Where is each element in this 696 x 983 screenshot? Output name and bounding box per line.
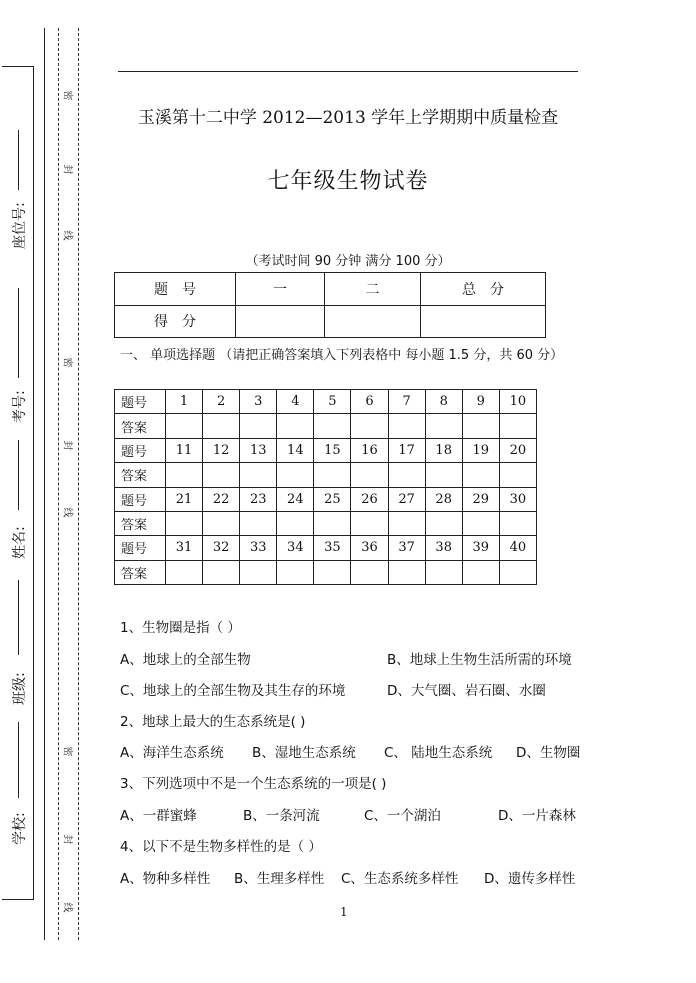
question-number-cell: 8 [425, 390, 462, 414]
answer-cell[interactable] [388, 414, 425, 438]
question-number-cell: 29 [462, 487, 499, 511]
score-header-part1: 一 [236, 273, 325, 306]
question-3-stem: 3、下列选项中不是一个生态系统的一项是( ) [120, 776, 387, 792]
answer-grid-number-row [115, 438, 537, 462]
score-header-part2: 二 [325, 273, 421, 306]
answer-cell[interactable] [277, 463, 314, 487]
binding-dashed-line-right [78, 28, 79, 940]
question-1-option-b: B、地球上生物生活所需的环境 [387, 652, 572, 668]
question-number-cell: 25 [314, 487, 351, 511]
answer-cell[interactable] [425, 463, 462, 487]
seal-char: 线 [61, 230, 73, 241]
answer-cell[interactable] [240, 511, 277, 535]
answer-cell[interactable] [166, 511, 203, 535]
answer-grid-number-row [115, 487, 537, 511]
question-2-option-d: D、生物圈 [516, 745, 581, 761]
score-row-label: 得 分 [115, 305, 236, 338]
answer-cell[interactable] [240, 560, 277, 584]
question-number-cell: 27 [388, 487, 425, 511]
answer-grid-number-label: 题号 [115, 487, 166, 511]
answer-cell[interactable] [277, 511, 314, 535]
question-number-cell: 31 [166, 536, 203, 560]
score-table [114, 272, 546, 338]
question-number-cell: 19 [462, 438, 499, 462]
question-3-option-a: A、一群蜜蜂 [120, 808, 197, 824]
answer-grid-answer-row [115, 560, 537, 584]
question-number-cell: 18 [425, 438, 462, 462]
question-number-cell: 23 [240, 487, 277, 511]
answer-cell[interactable] [240, 463, 277, 487]
question-number-cell: 33 [240, 536, 277, 560]
question-number-cell: 12 [203, 438, 240, 462]
question-number-cell: 24 [277, 487, 314, 511]
seal-char: 密 [61, 90, 73, 101]
question-4-option-d: D、遗传多样性 [484, 871, 576, 887]
question-number-cell: 16 [351, 438, 388, 462]
question-number-cell: 22 [203, 487, 240, 511]
answer-grid-answer-label: 答案 [115, 414, 166, 438]
seal-char: 线 [61, 507, 73, 518]
seal-char: 封 [61, 834, 73, 845]
binding-solid-line [44, 28, 45, 940]
question-number-cell: 40 [499, 536, 536, 560]
seal-char: 密 [61, 357, 73, 368]
answer-cell[interactable] [499, 560, 536, 584]
question-number-cell: 5 [314, 390, 351, 414]
answer-cell[interactable] [351, 511, 388, 535]
answer-cell[interactable] [388, 511, 425, 535]
question-number-cell: 2 [203, 390, 240, 414]
question-number-cell: 30 [499, 487, 536, 511]
score-header-total: 总 分 [421, 273, 546, 306]
answer-cell[interactable] [166, 560, 203, 584]
question-4-option-b: B、生理多样性 [234, 871, 325, 887]
question-1-option-c: C、地球上的全部生物及其生存的环境 [120, 683, 346, 699]
answer-grid-answer-row [115, 414, 537, 438]
question-number-cell: 34 [277, 536, 314, 560]
question-number-cell: 7 [388, 390, 425, 414]
seal-char: 封 [61, 164, 73, 175]
question-number-cell: 14 [277, 438, 314, 462]
answer-cell[interactable] [425, 511, 462, 535]
question-number-cell: 17 [388, 438, 425, 462]
class-blank [18, 580, 19, 655]
question-number-cell: 6 [351, 390, 388, 414]
answer-grid [114, 389, 537, 585]
question-1-option-a: A、地球上的全部生物 [120, 652, 251, 668]
score-cell[interactable] [421, 305, 546, 338]
answer-cell[interactable] [314, 414, 351, 438]
answer-cell[interactable] [499, 414, 536, 438]
question-4-stem: 4、以下不是生物多样性的是（ ） [120, 839, 322, 855]
question-number-cell: 38 [425, 536, 462, 560]
question-2-stem: 2、地球上最大的生态系统是( ) [120, 714, 306, 730]
question-number-cell: 15 [314, 438, 351, 462]
answer-cell[interactable] [314, 511, 351, 535]
score-cell[interactable] [325, 305, 421, 338]
answer-cell[interactable] [314, 560, 351, 584]
exam-number-label: 考号: [12, 390, 28, 423]
question-number-cell: 26 [351, 487, 388, 511]
answer-grid-number-row [115, 536, 537, 560]
answer-cell[interactable] [462, 414, 499, 438]
question-3-option-d: D、一片森林 [498, 808, 576, 824]
section1-heading: 一、 单项选择题 （请把正确答案填入下列表格中 每小题 1.5 分，共 60 分） [120, 348, 564, 363]
answer-cell[interactable] [203, 560, 240, 584]
seat-number-blank [18, 130, 19, 190]
answer-grid-answer-label: 答案 [115, 560, 166, 584]
class-label: 班级: [12, 672, 28, 705]
question-number-cell: 32 [203, 536, 240, 560]
question-number-cell: 11 [166, 438, 203, 462]
question-1-stem: 1、生物圈是指（ ） [120, 620, 241, 636]
answer-grid-answer-label: 答案 [115, 511, 166, 535]
answer-grid-answer-label: 答案 [115, 463, 166, 487]
answer-grid-number-label: 题号 [115, 536, 166, 560]
answer-cell[interactable] [499, 511, 536, 535]
answer-cell[interactable] [203, 463, 240, 487]
page-number: 1 [340, 905, 348, 919]
question-number-cell: 10 [499, 390, 536, 414]
seal-char: 封 [61, 440, 73, 451]
school-blank [18, 722, 19, 798]
answer-cell[interactable] [277, 414, 314, 438]
question-number-cell: 37 [388, 536, 425, 560]
answer-cell[interactable] [203, 511, 240, 535]
answer-cell[interactable] [277, 560, 314, 584]
question-number-cell: 28 [425, 487, 462, 511]
answer-cell[interactable] [351, 414, 388, 438]
answer-grid-answer-row [115, 511, 537, 535]
question-4-option-a: A、物种多样性 [120, 871, 211, 887]
answer-grid-number-row [115, 390, 537, 414]
school-title: 玉溪第十二中学 2012—2013 学年上学期期中质量检查 [137, 108, 559, 128]
exam-number-blank [18, 288, 19, 378]
question-number-cell: 35 [314, 536, 351, 560]
answer-cell[interactable] [166, 414, 203, 438]
answer-cell[interactable] [351, 463, 388, 487]
question-number-cell: 13 [240, 438, 277, 462]
answer-cell[interactable] [240, 414, 277, 438]
question-2-option-b: B、湿地生态系统 [252, 745, 356, 761]
question-number-cell: 3 [240, 390, 277, 414]
paper-title: 七年级生物试卷 [267, 169, 429, 194]
score-header-label: 题 号 [115, 273, 236, 306]
question-2-option-a: A、海洋生态系统 [120, 745, 224, 761]
question-3-option-c: C、一个湖泊 [364, 808, 441, 824]
seal-char: 线 [61, 902, 73, 913]
name-blank [18, 440, 19, 510]
question-2-option-c: C、 陆地生态系统 [384, 745, 493, 761]
answer-cell[interactable] [388, 463, 425, 487]
answer-cell[interactable] [425, 560, 462, 584]
question-4-option-c: C、生态系统多样性 [341, 871, 459, 887]
answer-cell[interactable] [388, 560, 425, 584]
school-label: 学校: [12, 812, 28, 845]
answer-cell[interactable] [462, 511, 499, 535]
exam-info: （考试时间 90 分钟 满分 100 分） [245, 254, 451, 269]
question-1-option-d: D、大气圈、岩石圈、水圈 [387, 683, 546, 699]
answer-cell[interactable] [499, 463, 536, 487]
answer-grid-number-label: 题号 [115, 438, 166, 462]
binding-dashed-line-left [58, 28, 59, 940]
question-3-option-b: B、一条河流 [243, 808, 320, 824]
seat-number-label: 座位号: [12, 202, 28, 249]
answer-cell[interactable] [166, 463, 203, 487]
answer-grid-answer-row [115, 463, 537, 487]
name-label: 姓名: [12, 526, 28, 559]
answer-cell[interactable] [203, 414, 240, 438]
question-number-cell: 21 [166, 487, 203, 511]
seal-char: 密 [61, 746, 73, 757]
answer-cell[interactable] [462, 560, 499, 584]
answer-grid-number-label: 题号 [115, 390, 166, 414]
score-cell[interactable] [236, 305, 325, 338]
header-rule [118, 71, 578, 72]
answer-cell[interactable] [351, 560, 388, 584]
question-number-cell: 4 [277, 390, 314, 414]
answer-cell[interactable] [462, 463, 499, 487]
question-number-cell: 20 [499, 438, 536, 462]
question-number-cell: 39 [462, 536, 499, 560]
question-number-cell: 1 [166, 390, 203, 414]
answer-cell[interactable] [425, 414, 462, 438]
answer-cell[interactable] [314, 463, 351, 487]
question-number-cell: 9 [462, 390, 499, 414]
question-number-cell: 36 [351, 536, 388, 560]
